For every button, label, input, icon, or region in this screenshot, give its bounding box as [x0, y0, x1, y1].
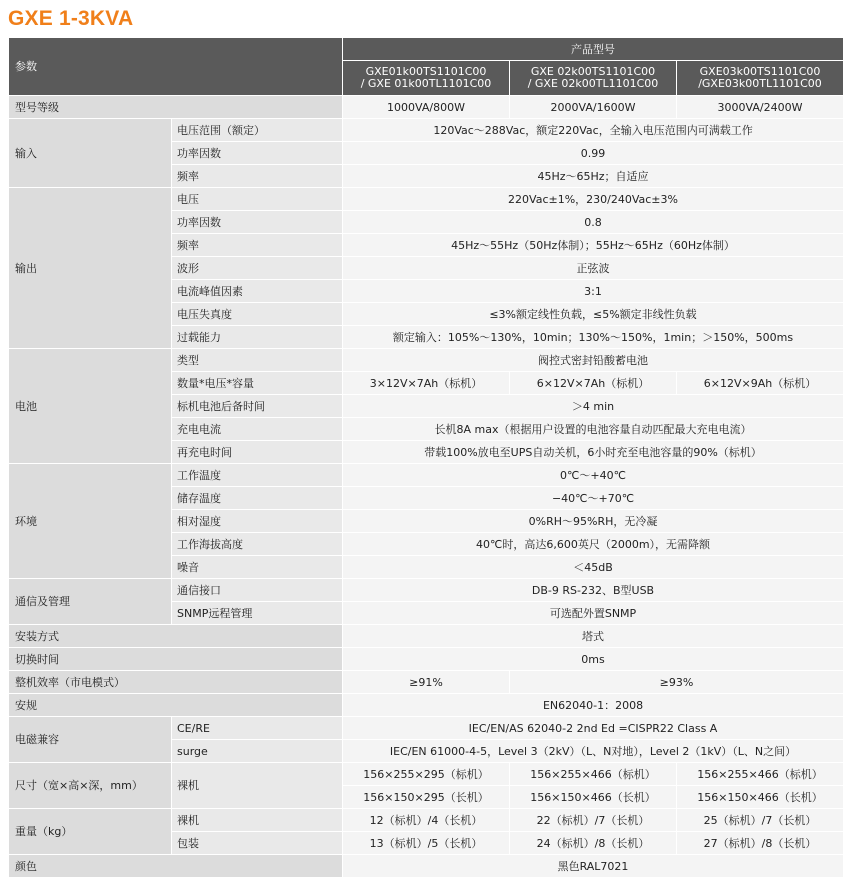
product-model-header: 产品型号 [343, 38, 844, 61]
param-value: 24（标机）/8（长机） [510, 832, 677, 855]
param-value: −40℃～+70℃ [343, 487, 844, 510]
model-2-line2: / GXE 02k00TL1101C00 [527, 77, 659, 90]
param-label: 噪音 [172, 556, 343, 579]
param-label: 功率因数 [172, 211, 343, 234]
param-label: 数量*电压*容量 [172, 372, 343, 395]
param-value: 0.8 [343, 211, 844, 234]
table-row [9, 648, 844, 671]
table-row [9, 671, 844, 694]
rating-value: 2000VA/1600W [510, 96, 677, 119]
table-row [9, 464, 844, 487]
param-value: 0%RH～95%RH，无冷凝 [343, 510, 844, 533]
color-label: 颜色 [9, 855, 343, 878]
table-row [9, 119, 844, 142]
table-row [9, 579, 844, 602]
size-group: 尺寸（宽×高×深，mm） [9, 763, 172, 809]
param-value: 156×150×466（长机） [510, 786, 677, 809]
param-value: 3×12V×7Ah（标机） [343, 372, 510, 395]
param-label: 频率 [172, 234, 343, 257]
param-value: 正弦波 [343, 257, 844, 280]
table-row [9, 625, 844, 648]
param-value: 156×255×295（标机） [343, 763, 510, 786]
table-row [9, 763, 844, 786]
table-row [9, 188, 844, 211]
param-value: 27（标机）/8（长机） [677, 832, 844, 855]
param-label: SNMP远程管理 [172, 602, 343, 625]
param-value: ＞4 min [343, 395, 844, 418]
comm-group: 通信及管理 [9, 579, 172, 625]
model-3-line1: GXE03k00TS1101C00 [699, 65, 821, 78]
param-label: 相对湿度 [172, 510, 343, 533]
param-header: 参数 [9, 38, 343, 96]
efficiency-value: ≥93% [510, 671, 844, 694]
transfer-value: 0ms [343, 648, 844, 671]
table-row [9, 717, 844, 740]
table-row [9, 349, 844, 372]
param-label: surge [172, 740, 343, 763]
safety-value: EN62040-1：2008 [343, 694, 844, 717]
param-value: DB-9 RS-232、B型USB [343, 579, 844, 602]
param-label: 裸机 [172, 809, 343, 832]
battery-group: 电池 [9, 349, 172, 464]
rating-label: 型号等级 [9, 96, 343, 119]
size-sub-label: 裸机 [172, 763, 343, 809]
param-value: 6×12V×9Ah（标机） [677, 372, 844, 395]
param-value: ＜45dB [343, 556, 844, 579]
param-label: 电压 [172, 188, 343, 211]
install-label: 安装方式 [9, 625, 343, 648]
param-label: 电压失真度 [172, 303, 343, 326]
model-3-line2: /GXE03k00TL1101C00 [698, 77, 822, 90]
param-value: 3:1 [343, 280, 844, 303]
param-value: 12（标机）/4（长机） [343, 809, 510, 832]
param-label: 类型 [172, 349, 343, 372]
spec-table [8, 37, 844, 877]
param-label: 过载能力 [172, 326, 343, 349]
param-value: 0.99 [343, 142, 844, 165]
environment-group: 环境 [9, 464, 172, 579]
param-label: 工作温度 [172, 464, 343, 487]
param-label: 包装 [172, 832, 343, 855]
header-row [9, 38, 844, 61]
param-label: 通信接口 [172, 579, 343, 602]
param-label: 工作海拔高度 [172, 533, 343, 556]
param-value: 120Vac～288Vac，额定220Vac，全输入电压范围内可满载工作 [343, 119, 844, 142]
param-label: 储存温度 [172, 487, 343, 510]
input-group: 输入 [9, 119, 172, 188]
param-value: 156×150×295（长机） [343, 786, 510, 809]
table-row [9, 96, 844, 119]
param-value: 额定输入：105%～130%，10min；130%～150%，1min；＞150%，500ms [343, 326, 844, 349]
param-label: 电压范围（额定） [172, 119, 343, 142]
model-1 [343, 61, 510, 96]
efficiency-value: ≥91% [343, 671, 510, 694]
model-1-line1: GXE01k00TS1101C00 [365, 65, 487, 78]
rating-value: 3000VA/2400W [677, 96, 844, 119]
param-value: 阀控式密封铅酸蓄电池 [343, 349, 844, 372]
safety-label: 安规 [9, 694, 343, 717]
param-value: 156×255×466（标机） [677, 763, 844, 786]
param-value: IEC/EN/AS 62040-2 2nd Ed =CISPR22 Class A [343, 717, 844, 740]
param-label: 频率 [172, 165, 343, 188]
rating-value: 1000VA/800W [343, 96, 510, 119]
param-value: 长机8A max（根据用户设置的电池容量自动匹配最大充电电流） [343, 418, 844, 441]
efficiency-label: 整机效率（市电模式） [9, 671, 343, 694]
param-label: 波形 [172, 257, 343, 280]
page-title: GXE 1-3KVA [8, 7, 134, 30]
param-value: 45Hz～55Hz（50Hz体制）；55Hz～65Hz（60Hz体制） [343, 234, 844, 257]
output-group: 输出 [9, 188, 172, 349]
param-value: 156×255×466（标机） [510, 763, 677, 786]
param-value: 220Vac±1%，230/240Vac±3% [343, 188, 844, 211]
param-value: 25（标机）/7（长机） [677, 809, 844, 832]
param-value: 13（标机）/5（长机） [343, 832, 510, 855]
param-value: 6×12V×7Ah（标机） [510, 372, 677, 395]
table-row [9, 855, 844, 878]
param-label: CE/RE [172, 717, 343, 740]
param-value: 0℃～+40℃ [343, 464, 844, 487]
model-3 [677, 61, 844, 96]
model-2-line1: GXE 02k00TS1101C00 [530, 65, 656, 78]
param-label: 功率因数 [172, 142, 343, 165]
param-value: 22（标机）/7（长机） [510, 809, 677, 832]
emc-group: 电磁兼容 [9, 717, 172, 763]
param-value: 带载100%放电至UPS自动关机，6小时充至电池容量的90%（标机） [343, 441, 844, 464]
model-1-line2: / GXE 01k00TL1101C00 [360, 77, 492, 90]
param-label: 充电电流 [172, 418, 343, 441]
install-value: 塔式 [343, 625, 844, 648]
param-value: 45Hz～65Hz；自适应 [343, 165, 844, 188]
param-label: 再充电时间 [172, 441, 343, 464]
param-value: 156×150×466（长机） [677, 786, 844, 809]
transfer-label: 切换时间 [9, 648, 343, 671]
param-value: 可选配外置SNMP [343, 602, 844, 625]
param-value: ≤3%额定线性负载，≤5%额定非线性负载 [343, 303, 844, 326]
weight-group: 重量（kg） [9, 809, 172, 855]
param-label: 标机电池后备时间 [172, 395, 343, 418]
model-2 [510, 61, 677, 96]
table-row [9, 694, 844, 717]
param-label: 电流峰值因素 [172, 280, 343, 303]
color-value: 黑色RAL7021 [343, 855, 844, 878]
table-row [9, 809, 844, 832]
param-value: 40℃时，高达6,600英尺（2000m），无需降额 [343, 533, 844, 556]
param-value: IEC/EN 61000-4-5，Level 3（2kV）（L、N对地），Level 2（1kV）（L、N之间） [343, 740, 844, 763]
